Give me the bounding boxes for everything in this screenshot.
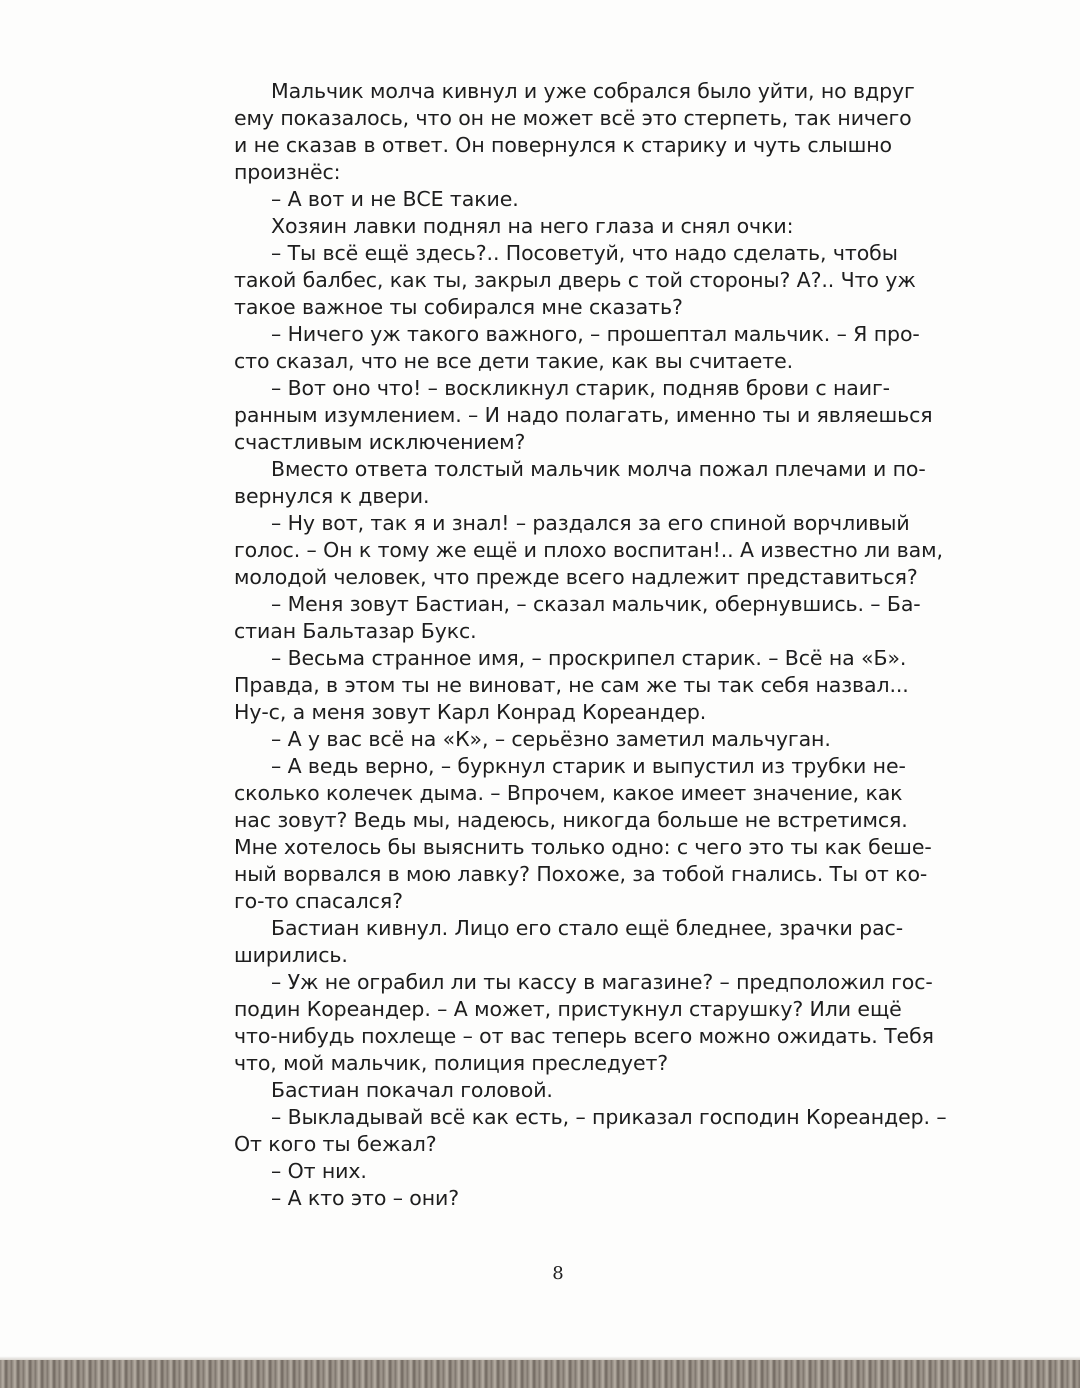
text-line: – От них.	[271, 1159, 367, 1183]
text-line: молодой человек, что прежде всего надлежит представиться?	[234, 565, 918, 589]
text-line: – А вот и не ВСЕ такие.	[271, 187, 519, 211]
text-line: Ну-с, а меня зовут Карл Конрад Кореандер.	[234, 700, 707, 724]
text-line: – Вот оно что! – воскликнул старик, подняв брови с наиг-	[271, 376, 890, 400]
text-line: сто сказал, что не все дети такие, как вы считаете.	[234, 349, 794, 373]
text-line: Мальчик молча кивнул и уже собрался было уйти, но вдруг	[271, 79, 915, 103]
text-line: – Ну вот, так я и знал! – раздался за его спиной ворчливый	[271, 511, 910, 535]
text-line: вернулся к двери.	[234, 484, 430, 508]
text-line: ему показалось, что он не может всё это стерпеть, так ничего	[234, 106, 912, 130]
text-line: Бастиан покачал головой.	[271, 1078, 553, 1102]
text-line: нас зовут? Ведь мы, надеюсь, никогда больше не встретимся.	[234, 808, 908, 832]
text-line: – Ничего уж такого важного, – прошептал мальчик. – Я про-	[271, 322, 920, 346]
text-line: Мне хотелось бы выяснить только одно: с чего это ты как беше-	[234, 835, 932, 859]
text-line: – Выкладывай всё как есть, – приказал господин Кореандер. –	[271, 1105, 947, 1129]
text-line: Правда, в этом ты не виноват, не сам же ты так себя назвал...	[234, 673, 909, 697]
text-line: Хозяин лавки поднял на него глаза и снял очки:	[271, 214, 794, 238]
text-line: – Ты всё ещё здесь?.. Посоветуй, что надо сделать, чтобы	[271, 241, 898, 265]
text-line: голос. – Он к тому же ещё и плохо воспитан!.. А известно ли вам,	[234, 538, 943, 562]
text-line: Бастиан кивнул. Лицо его стало ещё бледнее, зрачки рас-	[271, 916, 904, 940]
text-line: такой балбес, как ты, закрыл дверь с той стороны? А?.. Что уж	[234, 268, 916, 292]
text-line: что, мой мальчик, полиция преследует?	[234, 1051, 669, 1075]
text-line: – А у вас всё на «К», – серьёзно заметил мальчуган.	[271, 727, 831, 751]
text-line: – А кто это – они?	[271, 1186, 460, 1210]
text-line: ранным изумлением. – И надо полагать, именно ты и являешься	[234, 403, 933, 427]
text-line: сколько колечек дыма. – Впрочем, какое имеет значение, как	[234, 781, 903, 805]
text-line: От кого ты бежал?	[234, 1132, 437, 1156]
text-line: подин Кореандер. – А может, пристукнул старушку? Или ещё	[234, 997, 902, 1021]
text-line: счастливым исключением?	[234, 430, 526, 454]
page-number: 8	[552, 1263, 564, 1284]
text-line: – А ведь верно, – буркнул старик и выпустил из трубки не-	[271, 754, 906, 778]
text-line: – Меня зовут Бастиан, – сказал мальчик, обернувшись. – Ба-	[271, 592, 921, 616]
text-line: стиан Бальтазар Букс.	[234, 619, 477, 643]
text-line: – Весьма странное имя, – проскрипел старик. – Всё на «Б».	[271, 646, 907, 670]
text-line: и не сказав в ответ. Он повернулся к старику и чуть слышно	[234, 133, 892, 157]
page-text	[234, 78, 947, 1212]
text-line: – Уж не ограбил ли ты кассу в магазине? – предположил гос-	[271, 970, 933, 994]
text-line: такое важное ты собирался мне сказать?	[234, 295, 683, 319]
text-line: произнёс:	[234, 160, 341, 184]
page-bottom-edge	[0, 1360, 1080, 1388]
text-line: ный ворвался в мою лавку? Похоже, за тобой гнались. Ты от ко-	[234, 862, 928, 886]
text-line: Вместо ответа толстый мальчик молча пожал плечами и по-	[271, 457, 926, 481]
text-line: ширились.	[234, 943, 348, 967]
text-line: го-то спасался?	[234, 889, 403, 913]
text-line: что-нибудь похлеще – от вас теперь всего можно ожидать. Тебя	[234, 1024, 934, 1048]
